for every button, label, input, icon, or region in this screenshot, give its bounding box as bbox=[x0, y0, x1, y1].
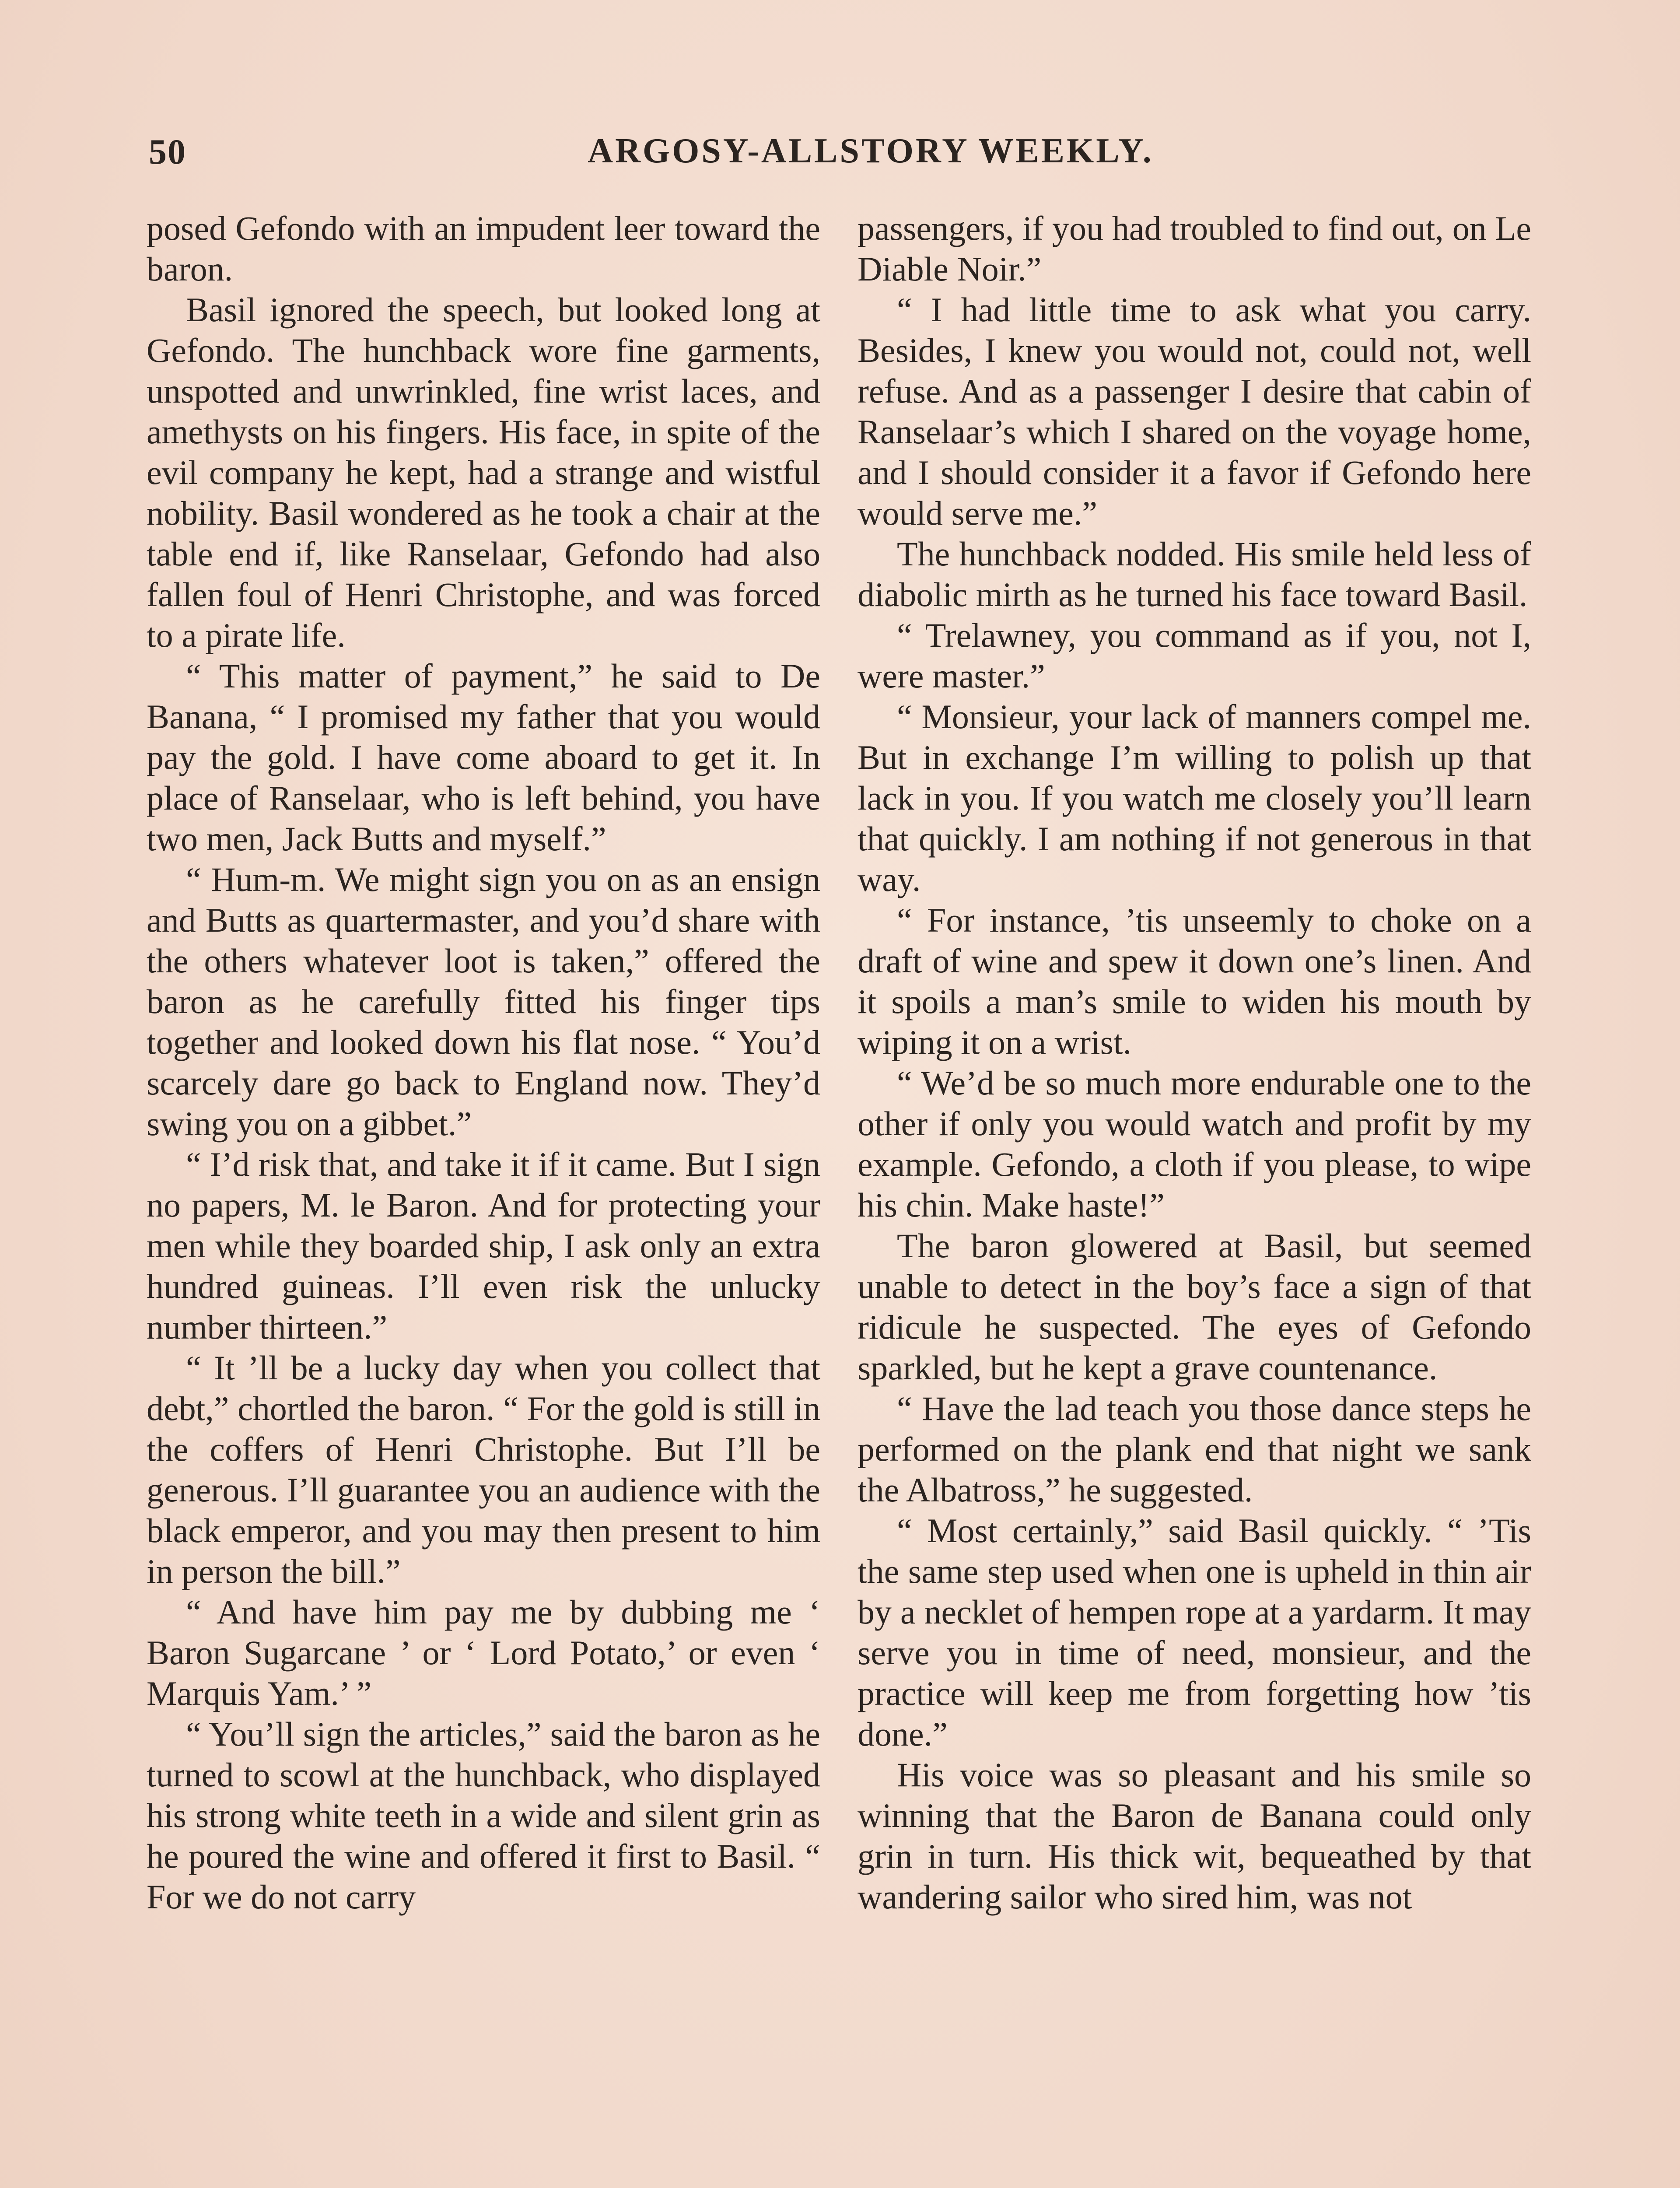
paragraph: “ For instance, ’tis unseemly to choke on a draft of wine and spew it down one’s linen. And it spoils a man’s smile to widen his mouth by wiping it on a wrist. bbox=[858, 901, 1531, 1061]
right-column bbox=[858, 208, 1531, 2188]
left-column bbox=[147, 208, 820, 2188]
paragraph: “ Monsieur, your lack of manners compel me. But in exchange I’m willing to polish up that lack in you. If you watch me closely you’ll learn that quickly. I am nothing if not generous in that way. bbox=[858, 698, 1531, 898]
running-title: ARGOSY-ALLSTORY WEEKLY. bbox=[588, 132, 1154, 170]
paragraph: passengers, if you had troubled to find out, on Le Diable Noir.” bbox=[858, 209, 1531, 288]
paragraph: His voice was so pleasant and his smile so winning that the Baron de Banana could only grin in turn. His thick wit, bequeathed by that wandering sailor who sired him, was not bbox=[858, 1756, 1531, 1916]
page-header bbox=[149, 131, 1531, 179]
paragraph: “ I had little time to ask what you carry. Besides, I knew you would not, could not, well refuse. And as a passenger I desire that cabin of Ranselaar’s which I shared on the voyage home, and I should consider it a favor if Gefondo here would serve me.” bbox=[858, 291, 1531, 532]
paragraph: “ I’d risk that, and take it if it came. But I sign no papers, M. le Baron. And for protecting your men while they boarded ship, I ask only an extra hundred guineas. I’ll even risk the unlucky number thirteen.” bbox=[147, 1145, 820, 1346]
paragraph: Basil ignored the speech, but looked long at Gefondo. The hunchback wore fine garments, unspotted and unwrinkled, fine wrist laces, and amethysts on his fingers. His face, in spite of the evil company he kept, had a strange and wistful nobility. Basil wondered as he took a chair at the table end if, like Ranselaar, Gefondo had also fallen foul of Henri Christophe, and was forced to a pirate life. bbox=[147, 291, 820, 654]
paragraph: The hunchback nodded. His smile held less of diabolic mirth as he turned his face toward Basil. bbox=[858, 535, 1531, 614]
paragraph: posed Gefondo with an impudent leer toward the baron. bbox=[147, 209, 820, 288]
page-number: 50 bbox=[149, 132, 186, 172]
paragraph: “ Most certainly,” said Basil quickly. “ ’Tis the same step used when one is upheld in thin air by a necklet of hempen rope at a yardarm. It may serve you in time of need, monsieur, and the practice will keep me from forgetting how ’tis done.” bbox=[858, 1511, 1531, 1753]
paragraph: “ Have the lad teach you those dance steps he performed on the plank end that night we sank the Albatross,” he suggested. bbox=[858, 1389, 1531, 1509]
paragraph: “ We’d be so much more endurable one to the other if only you would watch and profit by my example. Gefondo, a cloth if you please, to wipe his chin. Make haste!” bbox=[858, 1064, 1531, 1224]
paragraph: “ This matter of payment,” he said to De Banana, “ I promised my father that you would pay the gold. I have come aboard to get it. In place of Ranselaar, who is left behind, you have two men, Jack Butts and myself.” bbox=[147, 657, 820, 858]
paragraph: “ Hum-m. We might sign you on as an ensign and Butts as quartermaster, and you’d share with the others whatever loot is taken,” offered the baron as he carefully fitted his finger tips together and looked down his flat nose. “ You’d scarcely dare go back to England now. They’d swing you on a gibbet.” bbox=[147, 860, 820, 1143]
paragraph: “ You’ll sign the articles,” said the baron as he turned to scowl at the hunchback, who displayed his strong white teeth in a wide and silent grin as he poured the wine and offered it first to Basil. “ For we do not carry bbox=[147, 1715, 820, 1916]
paragraph: “ And have him pay me by dubbing me ‘ Baron Sugarcane ’ or ‘ Lord Potato,’ or even ‘ Marquis Yam.’ ” bbox=[147, 1593, 820, 1712]
paragraph: “ Trelawney, you command as if you, not I, were master.” bbox=[858, 616, 1531, 695]
paragraph: The baron glowered at Basil, but seemed unable to detect in the boy’s face a sign of that ridicule he suspected. The eyes of Gefondo sparkled, but he kept a grave countenance. bbox=[858, 1227, 1531, 1387]
paragraph: “ It ’ll be a lucky day when you collect that debt,” chortled the baron. “ For the gold is still in the coffers of Henri Christophe. But I’ll be generous. I’ll guarantee you an audience with the black emperor, and you may then present to him in person the bill.” bbox=[147, 1349, 820, 1590]
